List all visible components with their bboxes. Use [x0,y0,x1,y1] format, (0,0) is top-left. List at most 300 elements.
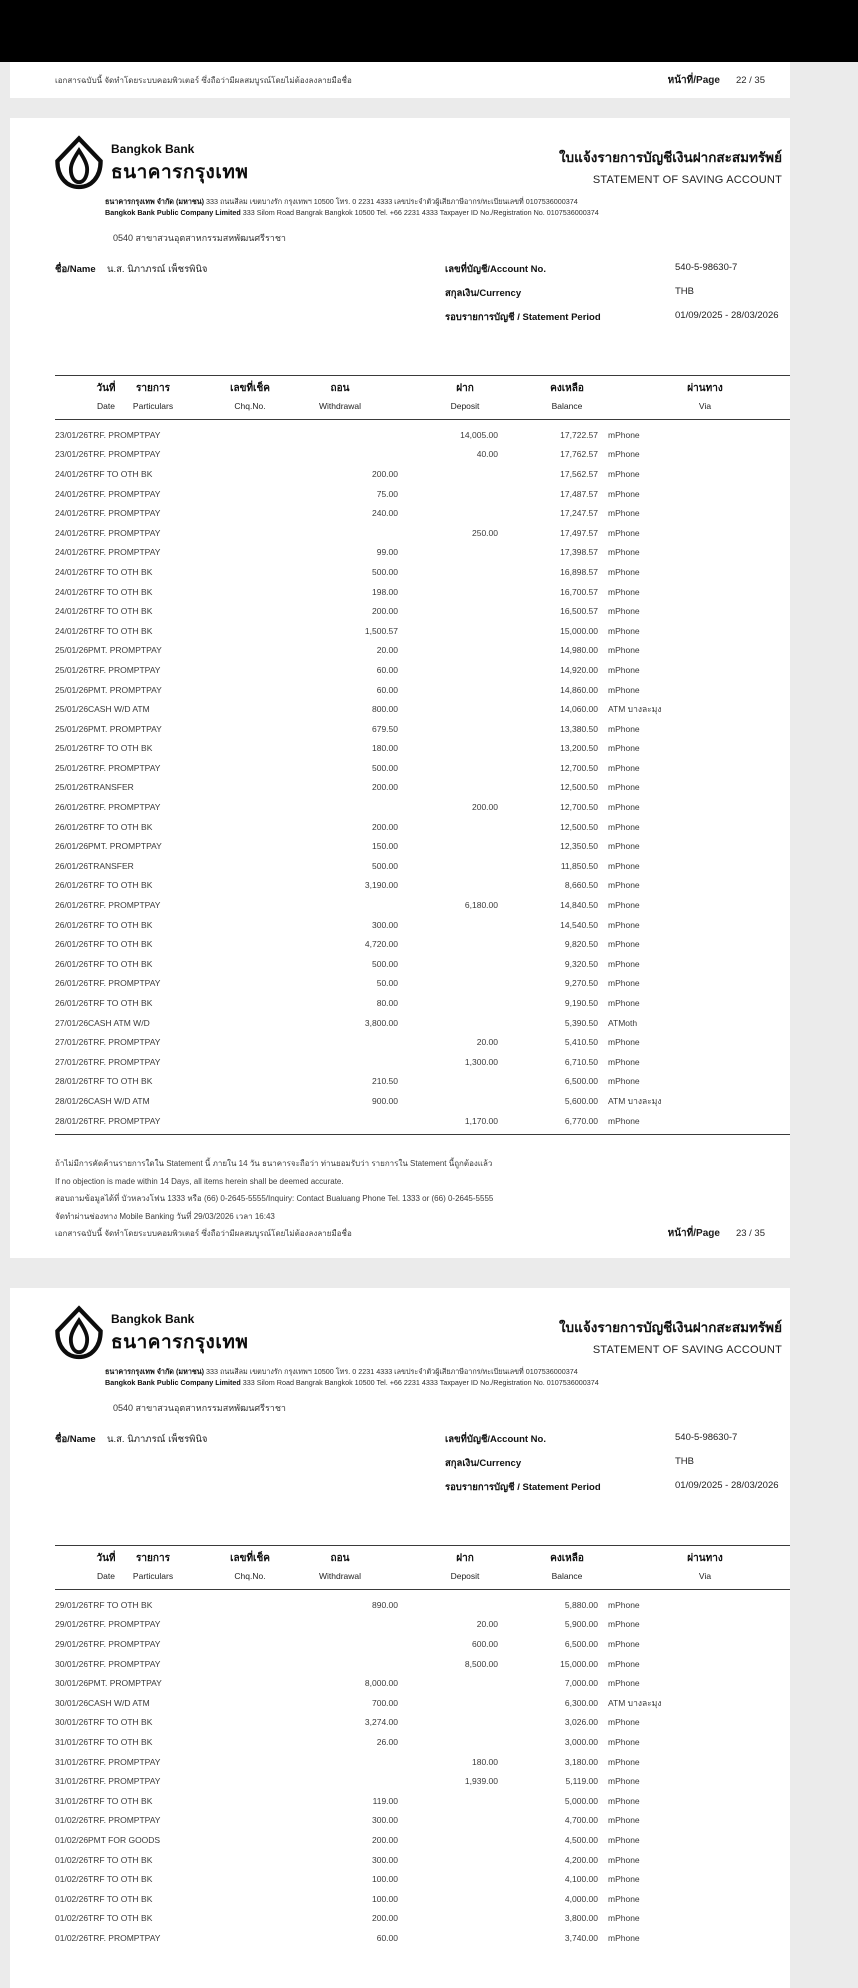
withdrawal-cell: 200.00 [372,821,398,832]
particulars-cell: TRF. PROMPTPAY [88,900,161,911]
via-cell: mPhone [608,821,640,832]
balance-cell: 12,700.50 [560,762,598,773]
date-cell: 24/01/26 [55,488,89,499]
period-value: 01/09/2025 - 28/03/2026 [675,1480,779,1491]
deposit-cell: 40.00 [476,449,498,460]
date-cell: 25/01/26 [55,684,89,695]
via-cell: mPhone [608,1776,640,1787]
table-row [55,660,790,680]
table-row [55,1032,790,1052]
date-cell: 24/01/26 [55,586,89,597]
withdrawal-cell: 1,500.57 [364,625,398,636]
balance-cell: 14,540.50 [560,919,598,930]
via-cell: mPhone [608,684,640,695]
date-cell: 01/02/26 [55,1854,89,1865]
date-cell: 24/01/26 [55,527,89,538]
table-bottom-rule [55,1134,790,1135]
deposit-cell: 200.00 [472,802,498,813]
date-cell: 01/02/26 [55,1932,89,1943]
date-cell: 31/01/26 [55,1795,89,1806]
bank-address-en: 333 Silom Road Bangrak Bangkok 10500 Tel. +66 2231 4333 Taxpayer ID No./Registration No. 0107536000374 [242,1378,599,1387]
date-cell: 24/01/26 [55,566,89,577]
balance-cell: 17,398.57 [560,547,598,558]
date-cell: 25/01/26 [55,704,89,715]
table-row [55,1771,790,1791]
via-cell: mPhone [608,782,640,793]
table-row [55,1072,790,1092]
particulars-cell: TRF TO OTH BK [88,606,153,617]
particulars-cell: TRF. PROMPTPAY [88,1776,161,1787]
table-header [55,1546,790,1590]
date-cell: 31/01/26 [55,1736,89,1747]
date-cell: 23/01/26 [55,449,89,460]
header-date: วันที่ Date [96,1553,116,1581]
table-row [55,1752,790,1772]
balance-cell: 3,180.00 [564,1756,598,1767]
currency-label: สกุลเงิน/Currency [445,288,522,299]
bank-address [105,1366,790,1388]
balance-cell: 12,350.50 [560,841,598,852]
via-cell: ATM บางละมุง [608,704,662,715]
transaction-table [55,375,790,1135]
account-detail-rows [445,262,779,334]
table-row [55,425,790,445]
withdrawal-cell: 200.00 [372,468,398,479]
statement-title-th: ใบแจ้งรายการบัญชีเงินฝากสะสมทรัพย์ [558,1320,782,1335]
period-label: รอบรายการบัญชี / Statement Period [445,312,601,323]
table-row [55,582,790,602]
via-cell: ATMoth [608,1017,638,1028]
withdrawal-cell: 679.50 [372,723,398,734]
particulars-cell: CASH W/D ATM [88,704,150,715]
header-via: ผ่านทาง Via [687,1553,723,1581]
via-cell: mPhone [608,606,640,617]
balance-cell: 17,497.57 [560,527,598,538]
via-cell: mPhone [608,1815,640,1826]
deposit-cell: 250.00 [472,527,498,538]
bank-address-th: 333 ถนนสีลม เขตบางรัก กรุงเทพฯ 10500 โทร. 0 2231 4333 เลขประจำตัวผู้เสียภาษีอากร/ทะเบียนเลขที่ 0107536000374 [206,1367,578,1376]
date-cell: 26/01/26 [55,978,89,989]
withdrawal-cell: 500.00 [372,762,398,773]
date-cell: 01/02/26 [55,1893,89,1904]
particulars-cell: TRF. PROMPTPAY [88,1619,161,1630]
via-cell: mPhone [608,880,640,891]
date-cell: 24/01/26 [55,468,89,479]
via-cell: mPhone [608,900,640,911]
via-cell: mPhone [608,1056,640,1067]
balance-cell: 9,270.50 [564,978,598,989]
header-chqno: เลขที่เช็ค Chq.No. [230,383,270,411]
date-cell: 30/01/26 [55,1717,89,1728]
table-row [55,719,790,739]
table-row [55,1013,790,1033]
statement-title-block [559,1306,782,1356]
deposit-cell: 14,005.00 [460,429,498,440]
withdrawal-cell: 500.00 [372,566,398,577]
balance-cell: 3,800.00 [564,1913,598,1924]
balance-cell: 5,410.50 [564,1037,598,1048]
particulars-cell: TRF. PROMPTPAY [88,1756,161,1767]
date-cell: 24/01/26 [55,508,89,519]
balance-cell: 15,000.00 [560,625,598,636]
via-cell: mPhone [608,1037,640,1048]
balance-cell: 16,898.57 [560,566,598,577]
header-withdrawal: ถอน Withdrawal [318,1553,362,1581]
table-row [55,895,790,915]
particulars-cell: TRF. PROMPTPAY [88,1658,161,1669]
bank-name-block [111,136,248,187]
table-row [55,601,790,621]
via-cell: mPhone [608,1115,640,1126]
table-row [55,817,790,837]
withdrawal-cell: 4,720.00 [364,939,398,950]
via-cell: mPhone [608,841,640,852]
doc-note-row [55,1225,790,1243]
balance-cell: 9,320.50 [564,958,598,969]
balance-cell: 4,500.00 [564,1834,598,1845]
date-cell: 26/01/26 [55,821,89,832]
header-withdrawal: ถอน Withdrawal [318,383,362,411]
deposit-cell: 1,170.00 [464,1115,498,1126]
bank-name-block [111,1306,248,1357]
balance-cell: 16,500.57 [560,606,598,617]
page-indicator [668,73,765,88]
account-info [55,262,790,348]
balance-cell: 4,100.00 [564,1874,598,1885]
bank-address [105,196,790,218]
date-cell: 29/01/26 [55,1638,89,1649]
date-cell: 26/01/26 [55,880,89,891]
particulars-cell: TRF. PROMPTPAY [88,978,161,989]
table-row [55,1693,790,1713]
date-cell: 01/02/26 [55,1815,89,1826]
particulars-cell: TRF TO OTH BK [88,625,153,636]
particulars-cell: TRF. PROMPTPAY [88,1115,161,1126]
withdrawal-cell: 119.00 [372,1795,398,1806]
balance-cell: 16,700.57 [560,586,598,597]
withdrawal-cell: 99.00 [376,547,398,558]
table-row [55,1052,790,1072]
account-number-row [445,1432,779,1456]
via-cell: mPhone [608,723,640,734]
table-row [55,1111,790,1131]
currency-value: THB [675,286,694,297]
page-number: 23 / 35 [735,1228,765,1240]
particulars-cell: TRF TO OTH BK [88,586,153,597]
particulars-cell: TRANSFER [88,782,134,793]
bank-header [55,1306,790,1360]
withdrawal-cell: 50.00 [376,978,398,989]
particulars-cell: PMT. PROMPTPAY [88,841,162,852]
balance-cell: 14,840.50 [560,900,598,911]
generated-note: จัดทำผ่านช่องทาง Mobile Banking วันที่ 29/03/2026 เวลา 16:43 [55,1211,275,1221]
balance-cell: 17,562.57 [560,468,598,479]
via-cell: mPhone [608,762,640,773]
name-label: ชื่อ/Name [55,264,96,275]
date-cell: 30/01/26 [55,1678,89,1689]
particulars-cell: TRF TO OTH BK [88,1717,153,1728]
table-row [55,680,790,700]
bank-legal-name-th: ธนาคารกรุงเทพ จำกัด (มหาชน) [105,197,205,206]
bank-legal-name-en: Bangkok Bank Public Company Limited [105,1378,241,1387]
balance-cell: 5,600.00 [564,1095,598,1106]
account-label: เลขที่บัญชี/Account No. [445,264,546,275]
table-row [55,934,790,954]
currency-value: THB [675,1456,694,1467]
date-cell: 26/01/26 [55,841,89,852]
balance-cell: 6,710.50 [564,1056,598,1067]
bank-name-en: Bangkok Bank [111,1312,195,1326]
particulars-cell: PMT. PROMPTPAY [88,1678,162,1689]
particulars-cell: TRF TO OTH BK [88,468,153,479]
via-cell: mPhone [608,1717,640,1728]
period-label: รอบรายการบัญชี / Statement Period [445,1482,601,1493]
table-row [55,1889,790,1909]
balance-cell: 12,500.50 [560,782,598,793]
period-row [445,1480,779,1504]
particulars-cell: TRF TO OTH BK [88,1599,153,1610]
via-cell: mPhone [608,645,640,656]
particulars-cell: TRF TO OTH BK [88,821,153,832]
table-row [55,562,790,582]
date-cell: 25/01/26 [55,664,89,675]
via-cell: mPhone [608,958,640,969]
withdrawal-cell: 3,274.00 [364,1717,398,1728]
particulars-cell: TRF TO OTH BK [88,958,153,969]
particulars-cell: TRF. PROMPTPAY [88,762,161,773]
date-cell: 30/01/26 [55,1697,89,1708]
balance-cell: 8,660.50 [564,880,598,891]
particulars-cell: TRANSFER [88,860,134,871]
name-label: ชื่อ/Name [55,1434,96,1445]
date-cell: 27/01/26 [55,1017,89,1028]
date-cell: 25/01/26 [55,743,89,754]
deposit-cell: 20.00 [476,1619,498,1630]
withdrawal-cell: 240.00 [372,508,398,519]
particulars-cell: TRF TO OTH BK [88,939,153,950]
particulars-cell: TRF. PROMPTPAY [88,1932,161,1943]
withdrawal-cell: 180.00 [372,743,398,754]
account-number-row [445,262,779,286]
date-cell: 23/01/26 [55,429,89,440]
via-cell: mPhone [608,429,640,440]
balance-cell: 5,000.00 [564,1795,598,1806]
table-row [55,641,790,661]
account-label: เลขที่บัญชี/Account No. [445,1434,546,1445]
withdrawal-cell: 500.00 [372,860,398,871]
particulars-cell: TRF TO OTH BK [88,998,153,1009]
page-label: หน้าที่/Page [667,74,720,86]
balance-cell: 4,200.00 [564,1854,598,1865]
particulars-cell: TRF. PROMPTPAY [88,488,161,499]
bangkok-bank-lotus-icon [55,1306,103,1360]
table-header [55,376,790,420]
via-cell: mPhone [608,1638,640,1649]
via-cell: mPhone [608,664,640,675]
withdrawal-cell: 80.00 [376,998,398,1009]
withdrawal-cell: 60.00 [376,684,398,695]
withdrawal-cell: 3,190.00 [364,880,398,891]
table-row [55,836,790,856]
via-cell: mPhone [608,1834,640,1845]
header-chqno: เลขที่เช็ค Chq.No. [230,1553,270,1581]
balance-cell: 12,700.50 [560,802,598,813]
withdrawal-cell: 200.00 [372,1913,398,1924]
date-cell: 29/01/26 [55,1619,89,1630]
statement-title-th: ใบแจ้งรายการบัญชีเงินฝากสะสมทรัพย์ [558,150,782,165]
balance-cell: 4,000.00 [564,1893,598,1904]
particulars-cell: TRF TO OTH BK [88,1795,153,1806]
via-cell: mPhone [608,802,640,813]
date-cell: 24/01/26 [55,606,89,617]
particulars-cell: TRF TO OTH BK [88,1854,153,1865]
balance-cell: 6,300.00 [564,1697,598,1708]
table-row [55,1830,790,1850]
page-separator [0,1258,858,1288]
balance-cell: 17,722.57 [560,429,598,440]
via-cell: mPhone [608,1932,640,1943]
via-cell: mPhone [608,566,640,577]
table-row [55,1713,790,1733]
date-cell: 26/01/26 [55,900,89,911]
table-row [55,445,790,465]
particulars-cell: TRF. PROMPTPAY [88,802,161,813]
particulars-cell: TRF TO OTH BK [88,1736,153,1747]
via-cell: mPhone [608,1854,640,1865]
withdrawal-cell: 900.00 [372,1095,398,1106]
statement-title-en: STATEMENT OF SAVING ACCOUNT [592,1344,782,1356]
date-cell: 26/01/26 [55,958,89,969]
particulars-cell: CASH ATM W/D [88,1017,150,1028]
balance-cell: 17,762.57 [560,449,598,460]
date-cell: 25/01/26 [55,782,89,793]
branch-name: 0540 สาขาสวนอุตสาหกรรมสหพัฒนศรีราชา [113,1403,286,1413]
withdrawal-cell: 200.00 [372,606,398,617]
balance-cell: 9,190.50 [564,998,598,1009]
balance-cell: 14,920.00 [560,664,598,675]
period-value: 01/09/2025 - 28/03/2026 [675,310,779,321]
bank-name-en: Bangkok Bank [111,142,195,156]
date-cell: 31/01/26 [55,1776,89,1787]
table-row [55,954,790,974]
table-row [55,915,790,935]
table-row [55,1909,790,1929]
date-cell: 27/01/26 [55,1056,89,1067]
via-cell: mPhone [608,1913,640,1924]
withdrawal-cell: 300.00 [372,1815,398,1826]
particulars-cell: TRF TO OTH BK [88,743,153,754]
table-row [55,1615,790,1635]
table-row [55,1791,790,1811]
date-cell: 01/02/26 [55,1874,89,1885]
withdrawal-cell: 300.00 [372,919,398,930]
header-balance: คงเหลือ Balance [550,383,584,411]
via-cell: mPhone [608,547,640,558]
via-cell: mPhone [608,1893,640,1904]
via-cell: mPhone [608,860,640,871]
computer-generated-note: เอกสารฉบับนี้ จัดทำโดยระบบคอมพิวเตอร์ ซึ่งถือว่ามีผลสมบูรณ์โดยไม่ต้องลงลายมือชื่อ [55,1229,352,1239]
table-row [55,621,790,641]
via-cell: mPhone [608,1658,640,1669]
table-row [55,876,790,896]
date-cell: 26/01/26 [55,998,89,1009]
bank-legal-name-th: ธนาคารกรุงเทพ จำกัด (มหาชน) [105,1367,205,1376]
deposit-cell: 20.00 [476,1037,498,1048]
balance-cell: 14,860.00 [560,684,598,695]
particulars-cell: TRF TO OTH BK [88,1913,153,1924]
particulars-cell: TRF. PROMPTPAY [88,508,161,519]
particulars-cell: TRF TO OTH BK [88,1874,153,1885]
table-row [55,1928,790,1948]
balance-cell: 3,740.00 [564,1932,598,1943]
table-row [55,543,790,563]
balance-cell: 5,900.00 [564,1619,598,1630]
via-cell: mPhone [608,1678,640,1689]
date-cell: 26/01/26 [55,860,89,871]
withdrawal-cell: 100.00 [372,1874,398,1885]
table-row [55,797,790,817]
withdrawal-cell: 60.00 [376,1932,398,1943]
date-cell: 27/01/26 [55,1037,89,1048]
account-detail-rows [445,1432,779,1504]
withdrawal-cell: 75.00 [376,488,398,499]
via-cell: mPhone [608,978,640,989]
name-value: น.ส. นิภาภรณ์ เพ็ชรพินิจ [107,264,208,275]
date-cell: 25/01/26 [55,645,89,656]
account-info [55,1432,790,1518]
top-black-bar [0,0,858,62]
balance-cell: 6,770.00 [564,1115,598,1126]
table-row [55,1634,790,1654]
bank-name-th: ธนาคารกรุงเทพ [111,162,249,183]
date-cell: 24/01/26 [55,547,89,558]
date-cell: 29/01/26 [55,1599,89,1610]
table-row [55,1850,790,1870]
withdrawal-cell: 300.00 [372,1854,398,1865]
date-cell: 30/01/26 [55,1658,89,1669]
particulars-cell: CASH W/D ATM [88,1095,150,1106]
via-cell: mPhone [608,508,640,519]
deposit-cell: 1,939.00 [464,1776,498,1787]
balance-cell: 3,026.00 [564,1717,598,1728]
table-row [55,1869,790,1889]
deposit-cell: 6,180.00 [464,900,498,911]
balance-cell: 7,000.00 [564,1678,598,1689]
via-cell: mPhone [608,1874,640,1885]
particulars-cell: TRF. PROMPTPAY [88,1815,161,1826]
account-value: 540-5-98630-7 [675,1432,738,1443]
table-row [55,464,790,484]
page-footer [55,1155,790,1243]
deposit-cell: 8,500.00 [464,1658,498,1669]
balance-cell: 17,247.57 [560,508,598,519]
table-row [55,778,790,798]
name-value: น.ส. นิภาภรณ์ เพ็ชรพินิจ [107,1434,208,1445]
withdrawal-cell: 800.00 [372,704,398,715]
bank-address-en: 333 Silom Road Bangrak Bangkok 10500 Tel. +66 2231 4333 Taxpayer ID No./Registration No. 0107536000374 [242,208,599,217]
withdrawal-cell: 20.00 [376,645,398,656]
via-cell: ATM บางละมุง [608,1095,662,1106]
table-row [55,974,790,994]
withdrawal-cell: 890.00 [372,1599,398,1610]
via-cell: mPhone [608,939,640,950]
balance-cell: 6,500.00 [564,1638,598,1649]
withdrawal-cell: 26.00 [376,1736,398,1747]
withdrawal-cell: 210.50 [372,1076,398,1087]
header-deposit: ฝาก Deposit [450,383,480,411]
transaction-table [55,1545,790,1948]
currency-row [445,1456,779,1480]
